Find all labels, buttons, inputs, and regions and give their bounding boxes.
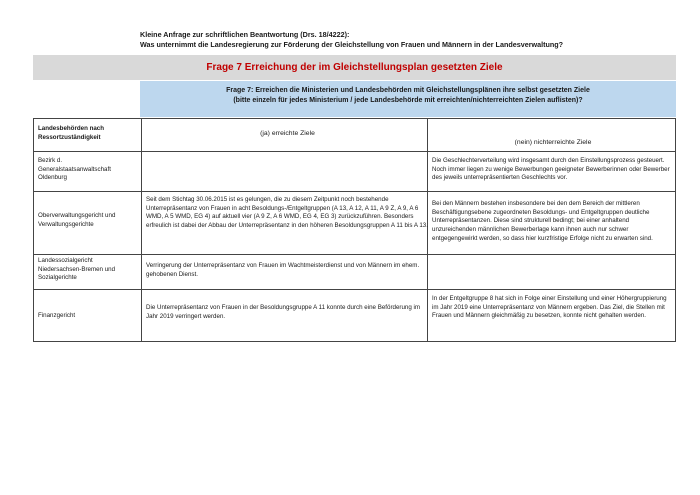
column-header-reached: (ja) erreichte Ziele bbox=[260, 130, 315, 137]
header-line-1: Kleine Anfrage zur schriftlichen Beantwortung (Drs. 18/4222): bbox=[140, 30, 350, 39]
table-row-not-reached: Die Geschlechterverteilung wird insgesamt durch den Einstellungsprozess gesteuert. Noch immer liegen zu wenige Bewerbungen geeigneter Bewerberinnen oder Bewerber des jeweils unterrepräsentierten Geschlechts vor. bbox=[432, 157, 670, 182]
question-text bbox=[140, 86, 676, 106]
frage-title: Frage 7 Erreichung der im Gleichstellungsplan gesetzten Ziele bbox=[206, 62, 503, 73]
table-row-not-reached: Bei den Männern bestehen insbesondere bei den dem Bereich der mittleren Beschäftigungsebene zugeordneten Besoldungs- und Entgeltgruppen deutliche Unterrepräsentanzen. Diese sind strukturell bedingt; bei einer anhaltend unzureichenden männlichen Bewerberlage kann ihnen auch nur schwer entgegengewirkt werden, so dass hier kurzfristige Erfolge nicht zu erwarten sind. bbox=[432, 200, 653, 242]
row-divider-3 bbox=[34, 254, 675, 255]
row-divider-2 bbox=[34, 191, 675, 192]
table-row-not-reached: In der Entgeltgruppe 8 hat sich in Folge einer Einstellung und einer Höhergruppierung im Jahr 2019 eine Unterrepräsentanz von Männern ergeben. Das Ziel, die Stellen mit Frauen und Männern gleichmäßig zu besetzen, konnte nicht gehalten werden. bbox=[432, 295, 667, 320]
table-row-authority: Oberverwaltungsgericht und Verwaltungsgerichte bbox=[38, 212, 116, 228]
table-row-authority: Landessozialgericht Niedersachsen-Bremen und Sozialgerichte bbox=[38, 257, 116, 282]
column-header-not-reached: (nein) nichterreichte Ziele bbox=[514, 139, 592, 146]
header-line-2: Was unternimmt die Landesregierung zur Förderung der Gleichstellung von Frauen und Männern in der Landesverwaltung? bbox=[140, 40, 564, 49]
column-header-authority: Landesbehörden nach Ressortzuständigkeit bbox=[38, 125, 105, 141]
row-divider-1 bbox=[34, 151, 675, 152]
goals-table bbox=[33, 118, 676, 342]
table-row-authority: Bezirk d. Generalstaatsanwaltschaft Oldenburg bbox=[38, 157, 111, 182]
table-row-reached: Seit dem Stichtag 30.06.2015 ist es gelungen, die zu diesem Zeitpunkt noch bestehende Unterrepräsentanz von Frauen in acht Besoldungs-/Entgeltgruppen (A 13, A 12, A 11, A 9 Z, A 9, A 6 WMD, A 5 WMD, EG 4) auf aktuell vier (A 9 Z, A 6 WMD, EG 4, EG 3) zurückzuführen. Besonders erfreulich ist dabei der Abbau der Unterrepräsentanz in den höheren Besoldungsgruppen A 11 bis A 13. bbox=[146, 196, 428, 230]
col-divider-1 bbox=[141, 119, 142, 341]
table-row-reached: Die Unterrepräsentanz von Frauen in der Besoldungsgruppe A 11 konnte durch eine Beförderung im Jahr 2019 verringert werden. bbox=[146, 304, 421, 320]
question-line-2: (bitte einzeln für jedes Ministerium / jede Landesbehörde mit erreichten/nichterreichten Zielen auflisten)? bbox=[233, 97, 583, 104]
document-header bbox=[140, 30, 563, 50]
question-line-1: Frage 7: Erreichen die Ministerien und Landesbehörden mit Gleichstellungsplänen ihre selbst gesetzten Ziele bbox=[226, 87, 590, 94]
table-row-reached: Verringerung der Unterrepräsentanz von Frauen im Wachtmeisterdienst und von Männern im ehem. gehobenen Dienst. bbox=[146, 262, 420, 278]
row-divider-4 bbox=[34, 289, 675, 290]
table-row-authority: Finanzgericht bbox=[38, 312, 76, 319]
